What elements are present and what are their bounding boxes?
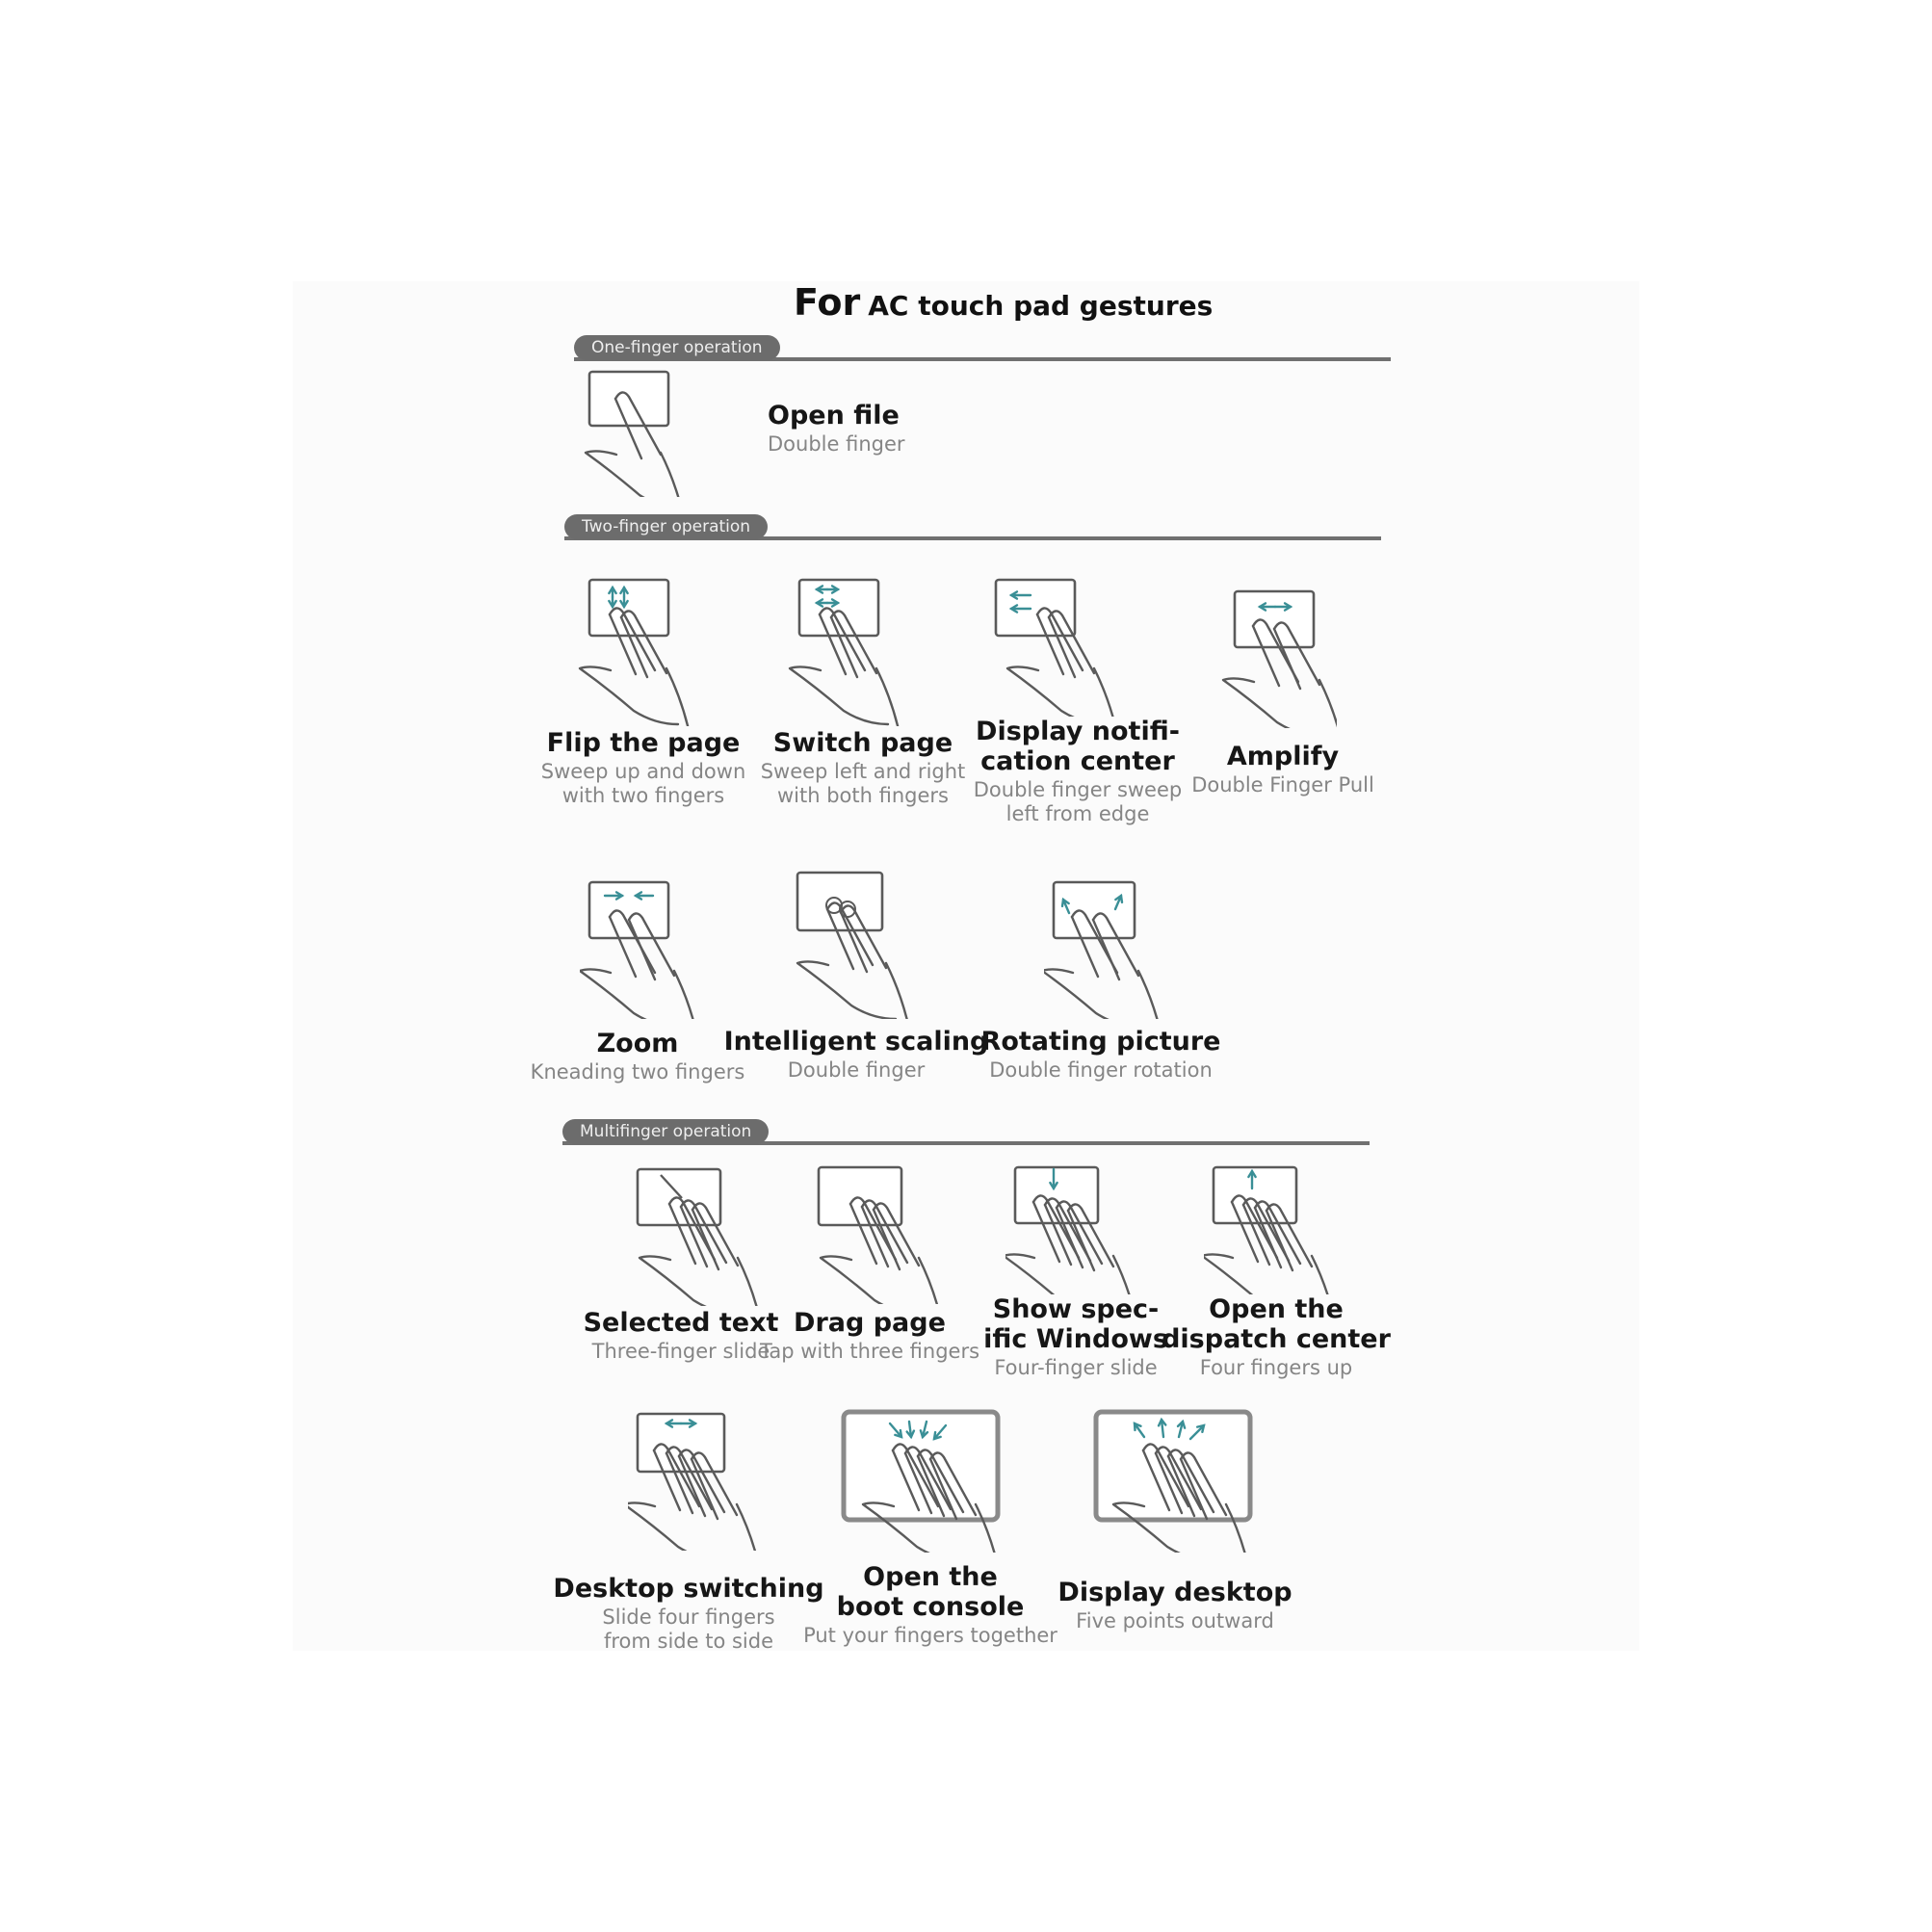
five-finger-spread-icon — [1086, 1402, 1264, 1553]
gesture-specific-windows — [983, 1294, 1168, 1380]
pinch-out-icon — [1221, 584, 1337, 728]
gesture-desc: Put your fingers together — [803, 1624, 1057, 1647]
gesture-title: Zoom — [596, 1029, 679, 1058]
gesture-desc: Double finger sweep left from edge — [973, 778, 1183, 825]
gesture-flip-page — [541, 728, 746, 808]
four-finger-horizontal-icon — [628, 1406, 782, 1551]
five-finger-pinch-icon — [834, 1402, 1011, 1553]
gesture-title: Switch page — [772, 728, 953, 758]
section-label-multifinger: Multifinger operation — [562, 1119, 769, 1144]
gesture-title: Open the boot console — [836, 1562, 1025, 1622]
gesture-amplify — [1191, 742, 1374, 797]
three-finger-tap-icon — [809, 1160, 963, 1304]
gesture-desc: Five points outward — [1076, 1609, 1274, 1632]
gesture-title: Flip the page — [546, 728, 741, 758]
gesture-desc: Double Finger Pull — [1191, 773, 1374, 796]
gesture-open-file — [768, 401, 905, 457]
gesture-desc: Four fingers up — [1199, 1356, 1353, 1379]
title-main: AC touch pad gestures — [868, 290, 1214, 322]
gesture-title: Amplify — [1226, 742, 1340, 771]
rotate-icon — [1044, 875, 1160, 1019]
gesture-rotating-picture — [981, 1027, 1221, 1083]
gesture-intelligent-scaling — [724, 1027, 989, 1083]
gesture-desktop-switching — [553, 1574, 823, 1654]
gesture-switch-page — [761, 728, 966, 808]
gesture-title: Open file — [768, 401, 900, 431]
gesture-display-desktop — [1057, 1578, 1292, 1633]
gesture-drag-page — [760, 1308, 979, 1364]
gesture-desc: Four-finger slide — [994, 1356, 1158, 1379]
gesture-selected-text — [584, 1308, 779, 1364]
edge-swipe-left-icon — [984, 572, 1138, 717]
gesture-desc: Double finger — [768, 432, 905, 456]
two-finger-horizontal-swipe-icon — [788, 572, 942, 726]
gesture-title: Open the dispatch center — [1162, 1294, 1391, 1354]
gesture-title: Drag page — [794, 1308, 946, 1338]
gesture-title: Selected text — [583, 1308, 779, 1338]
gesture-dispatch-center — [1162, 1294, 1391, 1380]
gesture-zoom — [531, 1029, 745, 1084]
gesture-desc: Double finger — [787, 1058, 926, 1082]
gesture-title: Rotating picture — [980, 1027, 1221, 1057]
title-prefix: For — [794, 281, 861, 324]
two-finger-vertical-swipe-icon — [578, 572, 732, 726]
gesture-title: Display notifi- cation center — [976, 717, 1180, 776]
page-title — [794, 281, 1213, 324]
gesture-title: Show spec- ific Windows — [983, 1294, 1168, 1354]
double-tap-icon — [784, 865, 948, 1019]
gesture-title: Desktop switching — [553, 1574, 824, 1604]
gesture-title: Intelligent scaling — [723, 1027, 989, 1057]
gesture-desc: Sweep up and down with two fingers — [540, 760, 746, 807]
gesture-desc: Sweep left and right with both fingers — [760, 760, 966, 807]
tap-icon — [578, 362, 732, 497]
pinch-in-icon — [580, 875, 695, 1019]
gesture-desc: Kneading two fingers — [530, 1060, 745, 1083]
gesture-desc: Three-finger slide — [591, 1340, 770, 1363]
gesture-desc: Tap with three fingers — [759, 1340, 980, 1363]
gesture-desc: Double finger rotation — [989, 1058, 1213, 1082]
four-finger-up-icon — [1204, 1160, 1348, 1294]
gesture-desc: Slide four fingers from side to side — [602, 1606, 775, 1653]
section-label-one-finger: One-finger operation — [574, 335, 780, 360]
section-label-two-finger: Two-finger operation — [564, 514, 768, 539]
gesture-title: Display desktop — [1057, 1578, 1292, 1607]
three-finger-drag-icon — [628, 1162, 782, 1306]
gesture-boot-console — [803, 1562, 1057, 1648]
four-finger-down-icon — [1005, 1160, 1150, 1294]
gesture-notification-center — [974, 717, 1182, 826]
